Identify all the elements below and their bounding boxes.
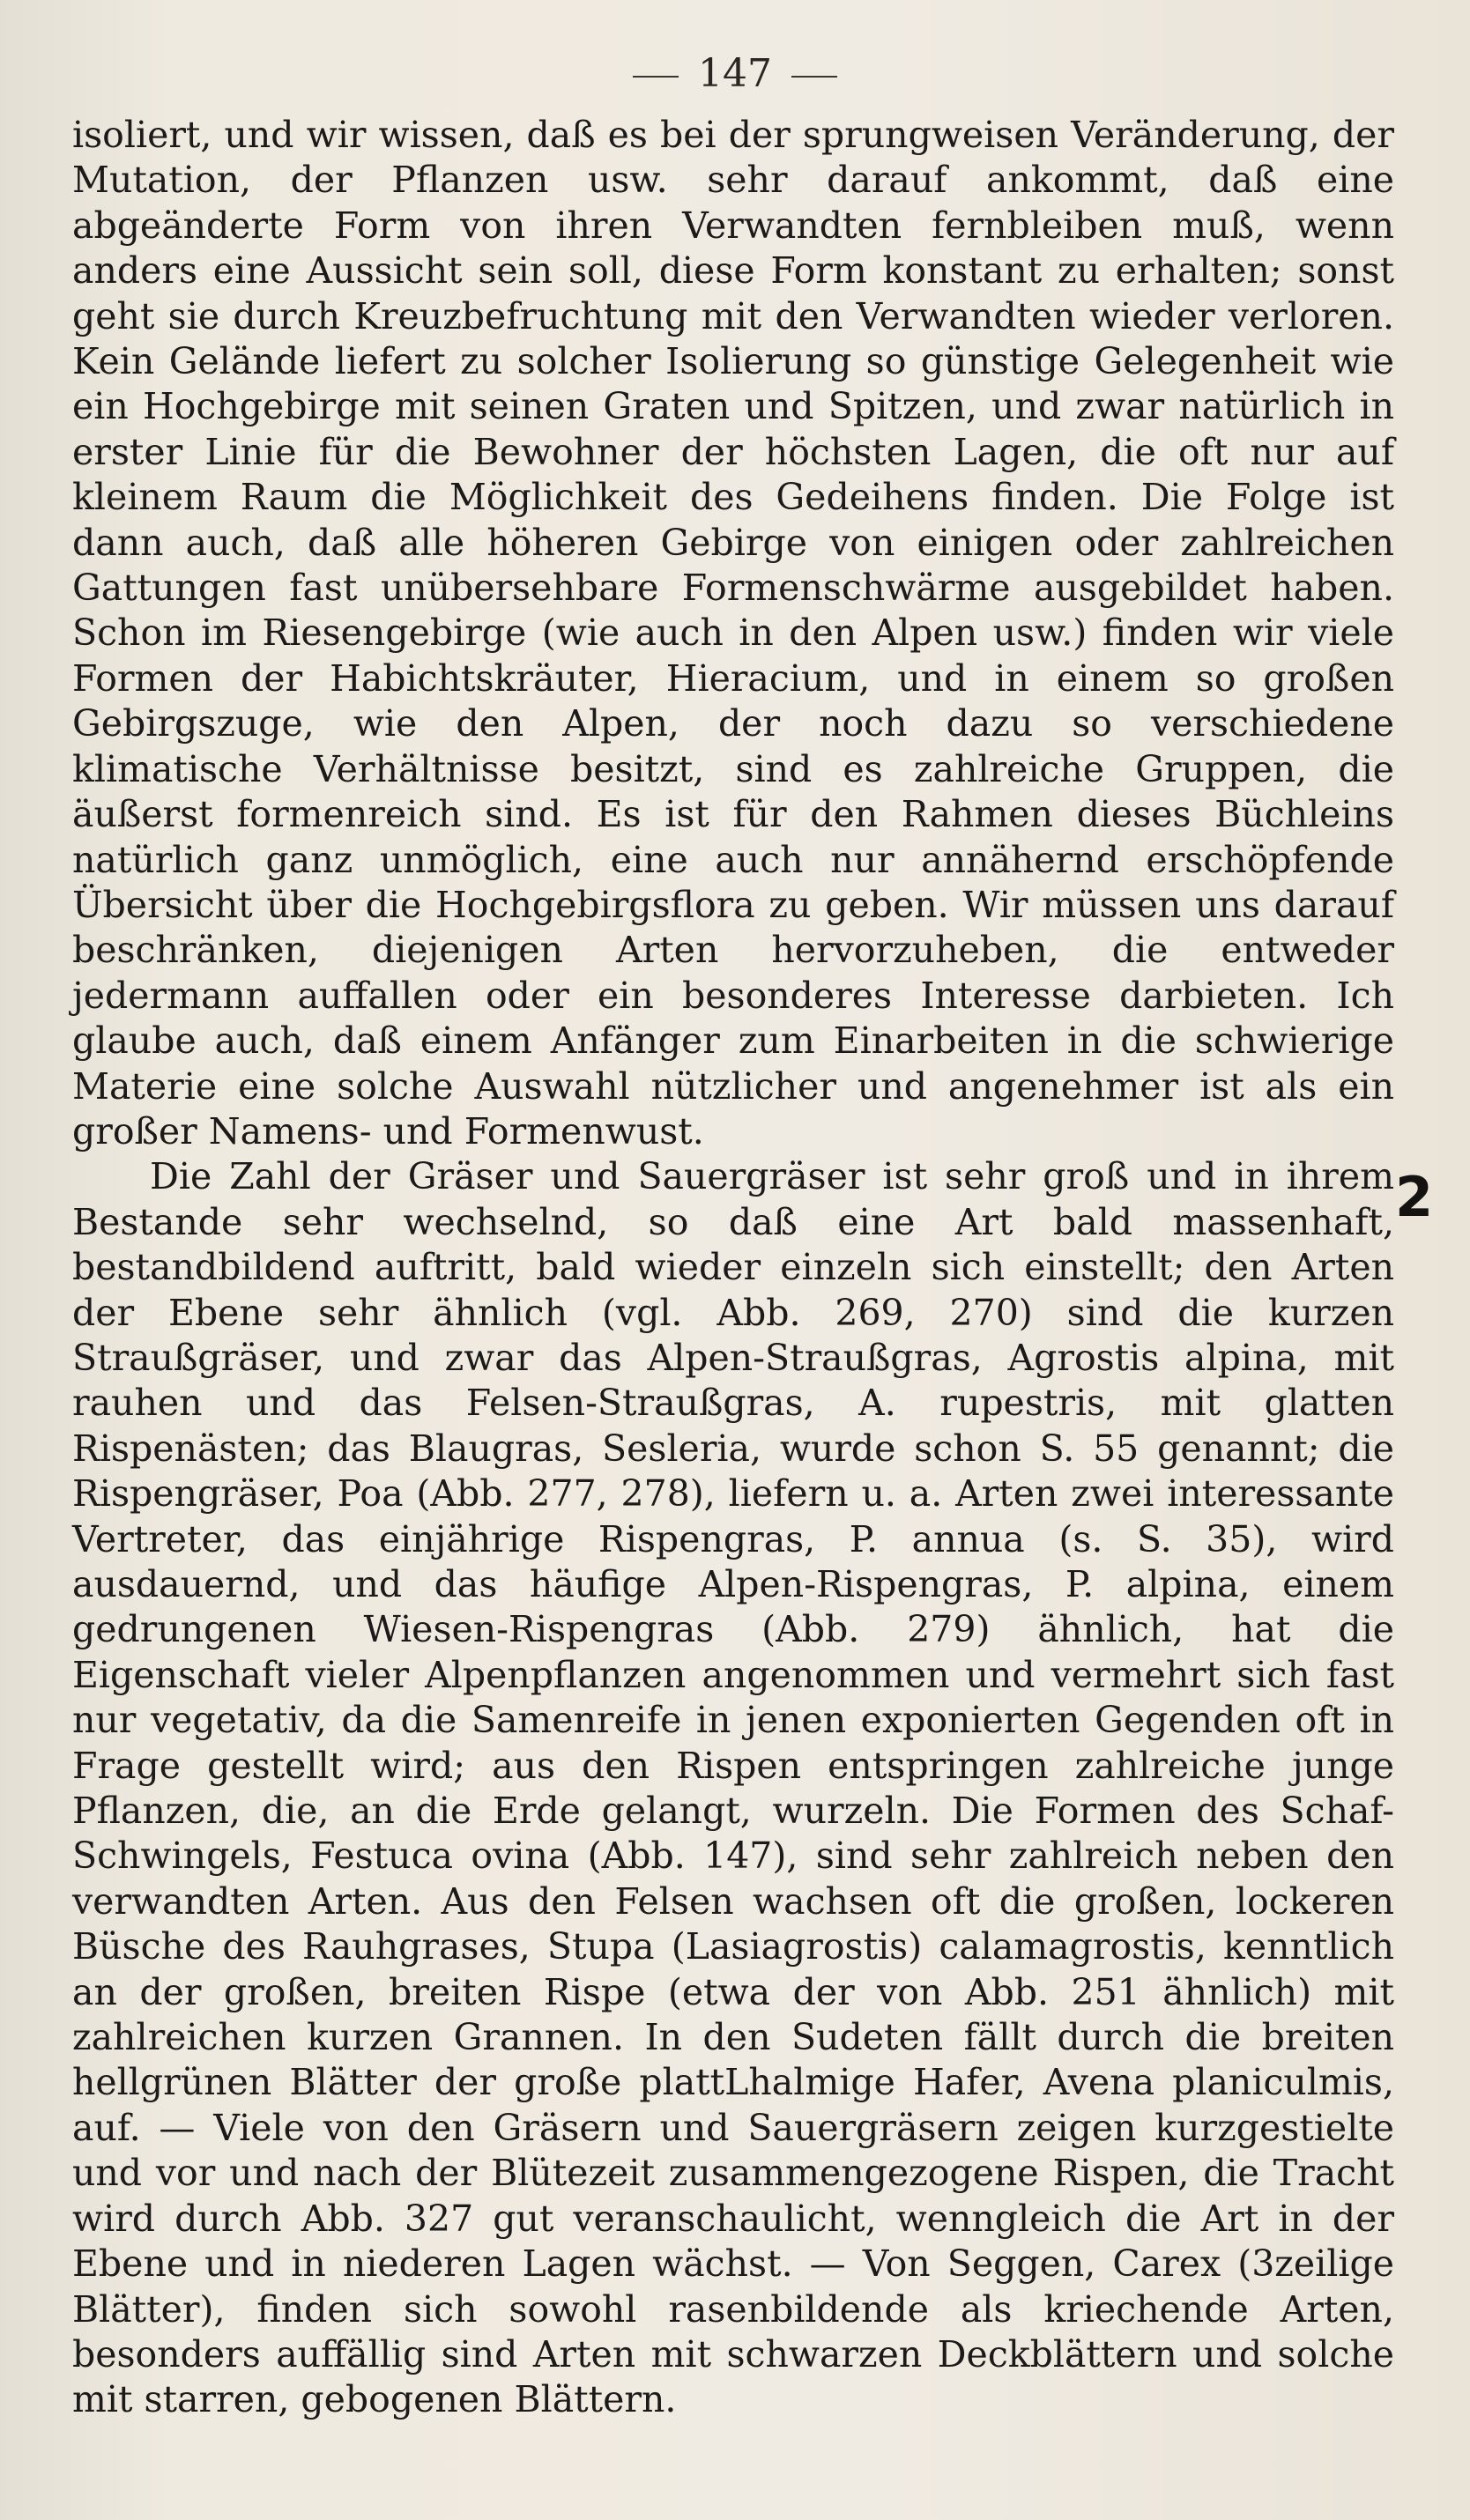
- body-text: [72, 113, 1394, 2423]
- paragraph-grasses: Die Zahl der Gräser und Sauergräser ist sehr groß und in ihrem Bestande sehr wechselnd, so daß eine Art bald massenhaft, bestandbildend auftritt, bald wieder einzeln sich einstellt; den Arten der Ebene sehr ähnlich (vgl. Abb. 269, 270) sind die kurzen Straußgräser, und zwar das Alpen-Straußgras, Agrostis alpina, mit rauhen und das Felsen-Straußgras, A. rupestris, mit glatten Rispenästen; das Blaugras, Sesleria, wurde schon S. 55 genannt; die Rispengräser, Poa (Abb. 277, 278), liefern u. a. Arten zwei interessante Vertreter, das einjährige Rispengras, P. annua (s. S. 35), wird ausdauernd, und das häufige Alpen-Rispengras, P. alpina, einem gedrungenen Wiesen-Rispengras (Abb. 279) ähnlich, hat die Eigenschaft vieler Alpenpflanzen angenommen und vermehrt sich fast nur vegetativ, da die Samenreife in jenen exponierten Gegenden oft in Frage gestellt wird; aus den Rispen entspringen zahlreiche junge Pflanzen, die, an die Erde gelangt, wurzeln. Die Formen des Schaf-Schwingels, Festuca ovina (Abb. 147), sind sehr zahlreich neben den verwandten Arten. Aus den Felsen wachsen oft die großen, lockeren Büsche des Rauhgrases, Stupa (Lasiagrostis) calamagrostis, kenntlich an der großen, breiten Rispe (etwa der von Abb. 251 ähnlich) mit zahlreichen kurzen Grannen. In den Sudeten fällt durch die breiten hellgrünen Blätter der große plattLhalmige Hafer, Avena planiculmis, auf. — Viele von den Gräsern und Sauergräsern zeigen kurzgestielte und vor und nach der Blütezeit zusammengezogene Rispen, die Tracht wird durch Abb. 327 gut veranschaulicht, wenngleich die Art in der Ebene und in niederen Lagen wächst. — Von Seggen, Carex (3zeilige Blätter), finden sich sowohl rasenbildende als kriechende Arten, besonders auffällig sind Arten mit schwarzen Deckblättern und solche mit starren, gebogenen Blättern.: [72, 1155, 1394, 2421]
- header-dash-left: [633, 76, 679, 78]
- margin-mark: 2: [1395, 1165, 1434, 1229]
- page-header: [0, 51, 1470, 96]
- paragraph-isolation: isoliert, und wir wissen, daß es bei der sprungweisen Veränderung, der Mutation, der Pflanzen usw. sehr darauf ankommt, daß eine abgeänderte Form von ihren Verwandten fernbleiben muß, wenn anders eine Aussicht sein soll, diese Form konstant zu erhalten; sonst geht sie durch Kreuzbefruchtung mit den Verwandten wieder verloren. Kein Gelände liefert zu solcher Isolierung so günstige Gelegenheit wie ein Hochgebirge mit seinen Graten und Spitzen, und zwar natürlich in erster Linie für die Bewohner der höchsten Lagen, die oft nur auf kleinem Raum die Möglichkeit des Gedeihens finden. Die Folge ist dann auch, daß alle höheren Gebirge von einigen oder zahlreichen Gattungen fast unübersehbare Formenschwärme ausgebildet haben. Schon im Riesengebirge (wie auch in den Alpen usw.) finden wir viele Formen der Habichtskräuter, Hieracium, und in einem so großen Gebirgszuge, wie den Alpen, der noch dazu so verschiedene klimatische Verhältnisse besitzt, sind es zahlreiche Gruppen, die äußerst formenreich sind. Es ist für den Rahmen dieses Büchleins natürlich ganz unmöglich, eine auch nur annähernd erschöpfende Übersicht über die Hochgebirgsflora zu geben. Wir müssen uns darauf beschränken, diejenigen Arten hervorzuheben, die entweder jedermann auffallen oder ein besonderes Interesse darbieten. Ich glaube auch, daß einem Anfänger zum Einarbeiten in die schwierige Materie eine solche Auswahl nützlicher und angenehmer ist als ein großer Namens- und Formenwust.: [72, 114, 1394, 1153]
- page-number: 147: [698, 51, 772, 96]
- header-dash-right: [791, 76, 837, 78]
